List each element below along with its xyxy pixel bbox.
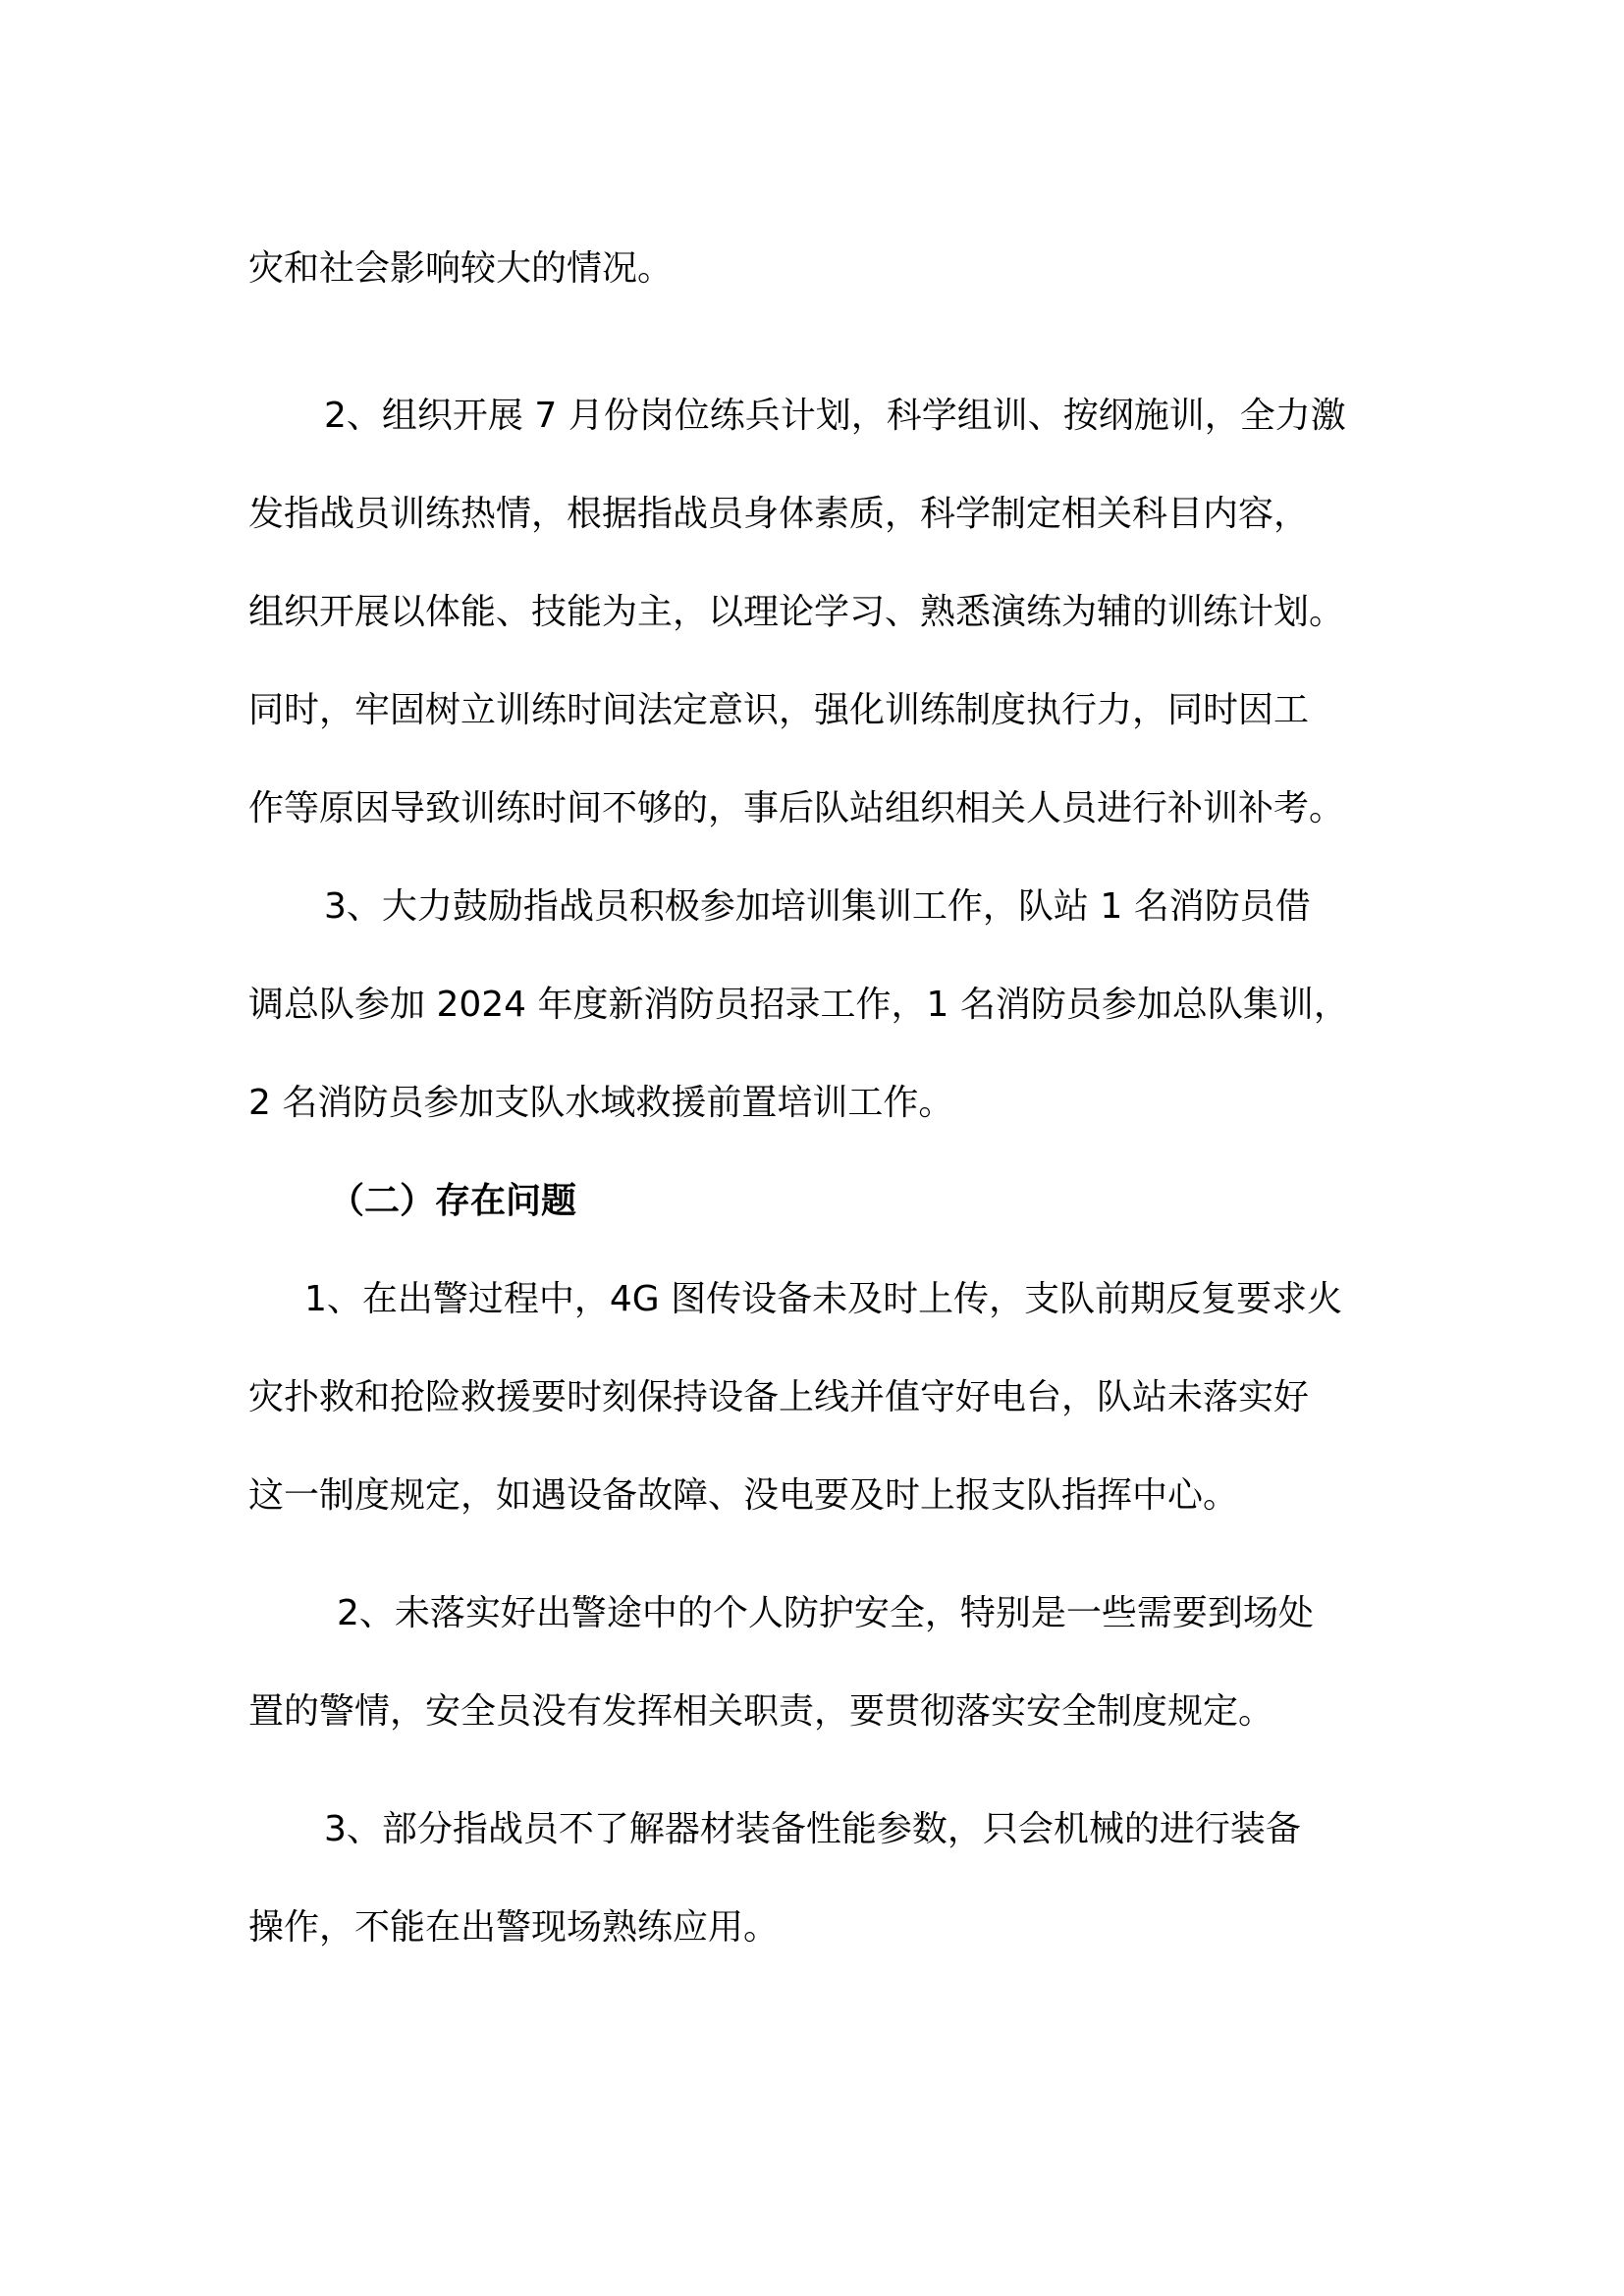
section-heading: （二）存在问题 [329,1181,577,1221]
text-line: 1、在出警过程中，4G 图传设备未及时上传，支队前期反复要求火 [304,1279,1343,1319]
text-line: 2 名消防员参加支队水域救援前置培训工作。 [248,1083,954,1123]
text-line: 3、大力鼓励指战员积极参加培训集训工作，队站 1 名消防员借 [324,886,1311,927]
text-line: 发指战员训练热情，根据指战员身体素质，科学制定相关科目内容， [248,494,1310,534]
text-line: 作等原因导致训练时间不够的，事后队站组织相关人员进行补训补考。 [248,788,1345,828]
text-line: 同时，牢固树立训练时间法定意识，强化训练制度执行力，同时因工 [248,690,1310,730]
text-line: 操作，不能在出警现场熟练应用。 [248,1907,780,1948]
text-line: 这一制度规定，如遇设备故障、没电要及时上报支队指挥中心。 [248,1475,1239,1516]
text-line: 2、未落实好出警途中的个人防护安全，特别是一些需要到场处 [337,1593,1314,1633]
text-line: 置的警情，安全员没有发挥相关职责，要贯彻落实安全制度规定。 [248,1691,1274,1732]
text-line: 调总队参加 2024 年度新消防员招录工作，1 名消防员参加总队集训， [248,985,1349,1025]
text-line: 灾扑救和抢险救援要时刻保持设备上线并值守好电台，队站未落实好 [248,1377,1310,1417]
text-line: 组织开展以体能、技能为主，以理论学习、熟悉演练为辅的训练计划。 [248,592,1345,632]
text-line: 灾和社会影响较大的情况。 [248,248,674,289]
text-line: 2、组织开展 7 月份岗位练兵计划，科学组训、按纲施训，全力激 [324,396,1346,436]
text-line: 3、部分指战员不了解器材装备性能参数，只会机械的进行装备 [324,1809,1301,1849]
